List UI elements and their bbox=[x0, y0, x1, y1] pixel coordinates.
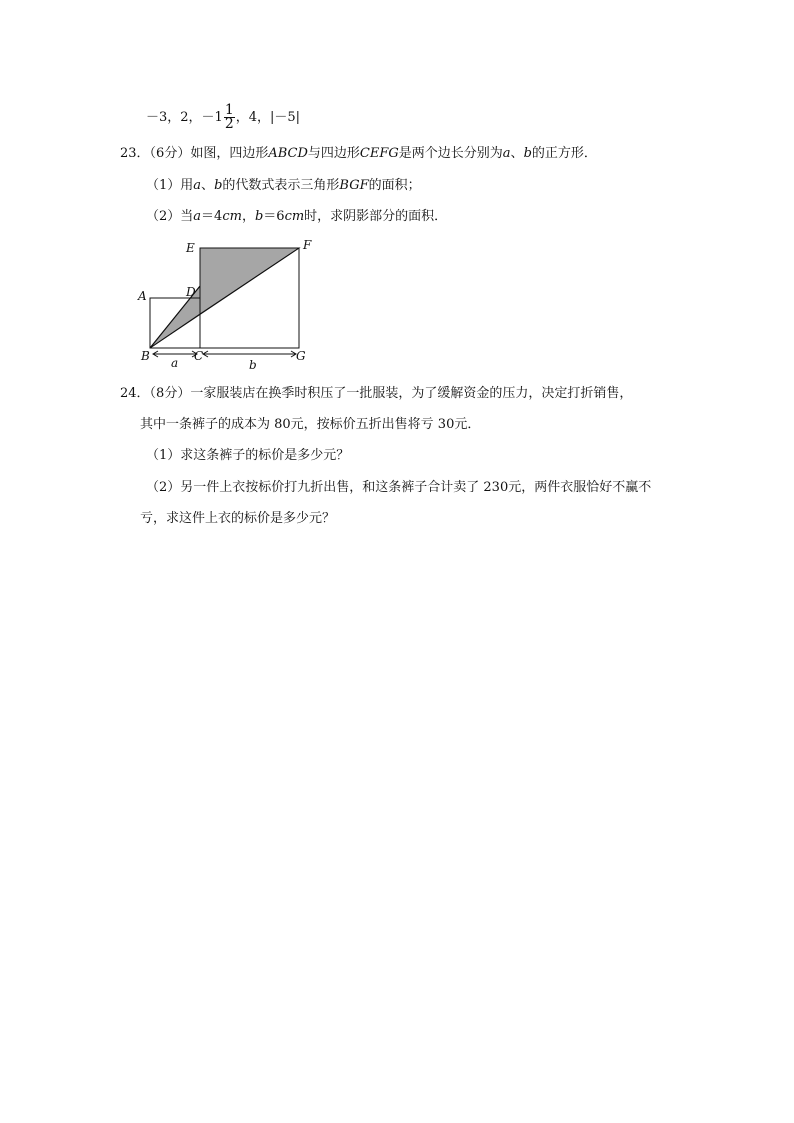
q24-stem-line1: 24．（8分）一家服装店在换季时积压了一批服装，为了缓解资金的压力，决定打折销售， bbox=[120, 386, 633, 401]
q24-part2-line2: 亏，求这件上衣的标价是多少元？ bbox=[140, 511, 336, 526]
label-b-vertex: B bbox=[141, 349, 150, 363]
q24-part2-line1: （2）另一件上衣按标价打九折出售，和这条裤子合计卖了 230元，两件衣服恰好不赢不 bbox=[146, 480, 652, 495]
label-f: F bbox=[303, 238, 312, 252]
geometry-figure bbox=[134, 236, 324, 374]
label-c: C bbox=[194, 349, 204, 363]
label-d: D bbox=[186, 285, 196, 299]
q24-stem-line2: 其中一条裤子的成本为 80元，按标价五折出售将亏 30元． bbox=[140, 417, 481, 432]
q23-score: （6分） bbox=[149, 146, 191, 161]
q24-part1: （1）求这条裤子的标价是多少元？ bbox=[146, 448, 350, 463]
label-a-vertex: A bbox=[138, 289, 147, 303]
q23-part2: （2）当a＝4cm，b＝6cm时，求阴影部分的面积． bbox=[146, 209, 448, 224]
label-e: E bbox=[186, 241, 195, 255]
fraction-one-half: $\frac{1}{2}$ bbox=[224, 102, 234, 132]
q23-number: 23． bbox=[120, 146, 150, 161]
q23-part1: （1）用a、b的代数式表示三角形BGF的面积； bbox=[146, 178, 421, 193]
q23-stem: 23．（6分）如图，四边形ABCD与四边形CEFG是两个边长分别为a、b的正方形． bbox=[120, 146, 597, 161]
q24-score: （8分） bbox=[149, 386, 191, 401]
q24-number: 24． bbox=[120, 386, 150, 401]
label-a-length: a bbox=[171, 356, 179, 370]
label-g: G bbox=[296, 349, 306, 363]
number-list-part1: －3，2，－1 bbox=[146, 110, 223, 125]
label-b-length: b bbox=[249, 358, 257, 372]
number-list bbox=[146, 104, 300, 131]
number-list-part2: ，4，|－5| bbox=[235, 110, 301, 125]
